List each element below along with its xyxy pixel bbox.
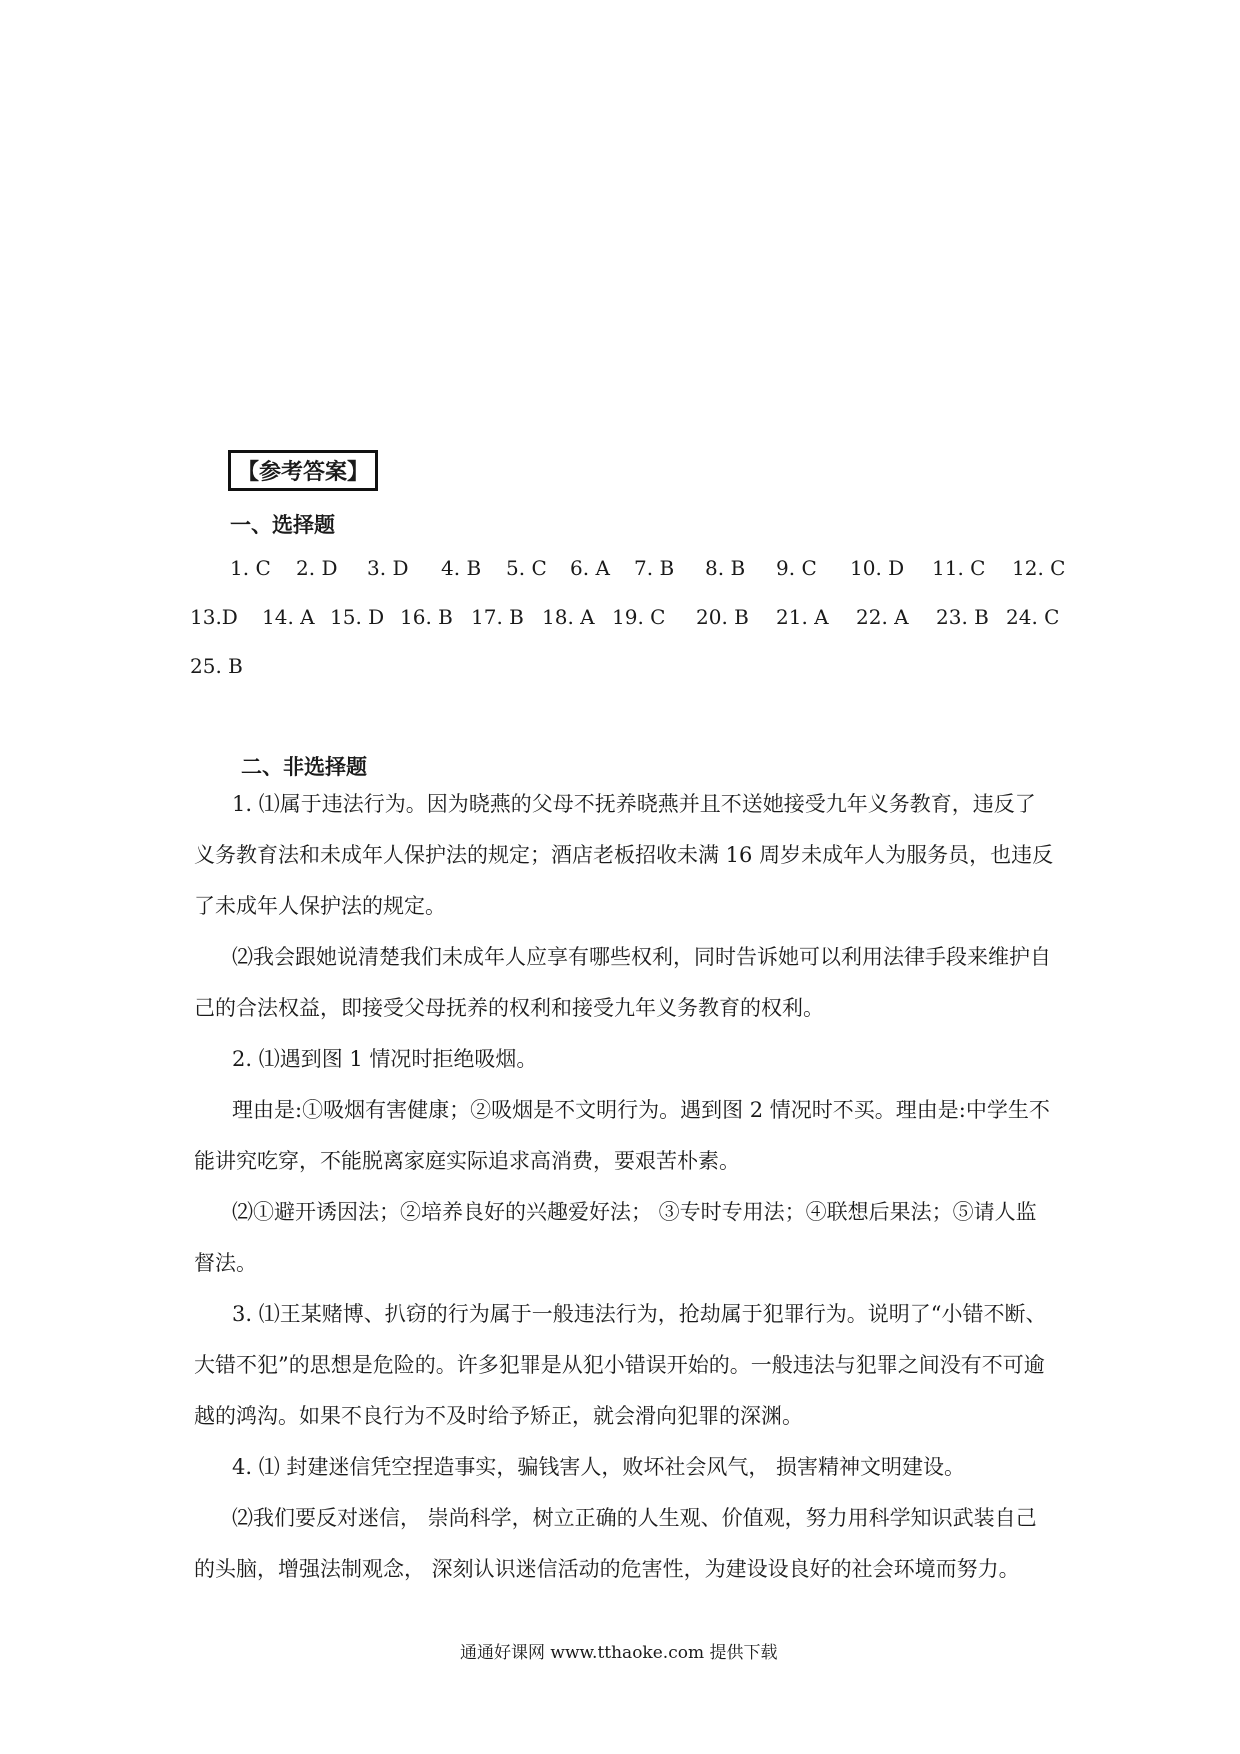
answer-item: 25. B xyxy=(190,654,243,678)
answer-item: 1. C xyxy=(230,556,271,580)
answer-item: 20. B xyxy=(696,605,749,629)
section-non-choice-heading: 二、非选择题 xyxy=(241,755,367,779)
answer-item: 7. B xyxy=(634,556,675,580)
answer-item: 2. D xyxy=(296,556,338,580)
page-footer: 通通好课网 www.tthaoke.com 提供下载 xyxy=(460,1643,778,1663)
section-multiple-choice-heading: 一、选择题 xyxy=(230,513,335,537)
answer-paragraph: 4. ⑴ 封建迷信凭空捏造事实，骗钱害人，败坏社会风气， 损害精神文明建设。 xyxy=(232,1455,966,1479)
answer-item: 23. B xyxy=(936,605,989,629)
answer-item: 22. A xyxy=(856,605,909,629)
answer-paragraph: 1. ⑴属于违法行为。因为晓燕的父母不抚养晓燕并且不送她接受九年义务教育，违反了义务教育法和未成年人保护法的规定；酒店老板招收未满 16 周岁未成年人为服务员，也违反了未成年人保护法的规定。 xyxy=(194,792,1054,918)
answer-paragraph: ⑵我会跟她说清楚我们未成年人应享有哪些权利，同时告诉她可以利用法律手段来维护自己的合法权益，即接受父母抚养的权利和接受九年义务教育的权利。 xyxy=(194,945,1051,1020)
answer-item: 10. D xyxy=(850,556,905,580)
answer-item: 18. A xyxy=(542,605,595,629)
answer-item: 15. D xyxy=(330,605,385,629)
answer-item: 11. C xyxy=(932,556,986,580)
answer-item: 21. A xyxy=(776,605,829,629)
answer-item: 14. A xyxy=(262,605,315,629)
answer-paragraph: ⑵我们要反对迷信， 崇尚科学，树立正确的人生观、价值观，努力用科学知识武装自己的头脑，增强法制观念， 深刻认识迷信活动的危害性，为建设设良好的社会环境而努力。 xyxy=(194,1506,1037,1581)
answer-item: 4. B xyxy=(441,556,482,580)
answer-paragraph: 2. ⑴遇到图 1 情况时拒绝吸烟。 xyxy=(232,1047,538,1071)
answer-item: 12. C xyxy=(1012,556,1066,580)
answer-paragraph: 3. ⑴王某赌博、扒窃的行为属于一般违法行为，抢劫属于犯罪行为。说明了“小错不断、大错不犯”的思想是危险的。许多犯罪是从犯小错误开始的。一般违法与犯罪之间没有不可逾越的鸿沟。如果不良行为不及时给予矫正，就会滑向犯罪的深渊。 xyxy=(194,1302,1047,1428)
answer-item: 16. B xyxy=(400,605,453,629)
answer-paragraph: 理由是:①吸烟有害健康；②吸烟是不文明行为。遇到图 2 情况时不买。理由是:中学生不能讲究吃穿，不能脱离家庭实际追求高消费，要艰苦朴素。 xyxy=(194,1098,1050,1173)
answer-item: 9. C xyxy=(776,556,817,580)
answer-item: 3. D xyxy=(367,556,409,580)
answer-item: 5. C xyxy=(506,556,547,580)
answer-item: 13.D xyxy=(190,605,238,629)
answer-paragraph: ⑵①避开诱因法；②培养良好的兴趣爱好法； ③专时专用法；④联想后果法；⑤请人监督法。 xyxy=(194,1200,1037,1275)
answer-item: 17. B xyxy=(471,605,524,629)
answer-key-title: 【参考答案】 xyxy=(228,450,378,491)
answer-item: 24. C xyxy=(1006,605,1060,629)
answer-item: 19. C xyxy=(612,605,666,629)
answer-item: 8. B xyxy=(705,556,746,580)
answer-item: 6. A xyxy=(570,556,610,580)
